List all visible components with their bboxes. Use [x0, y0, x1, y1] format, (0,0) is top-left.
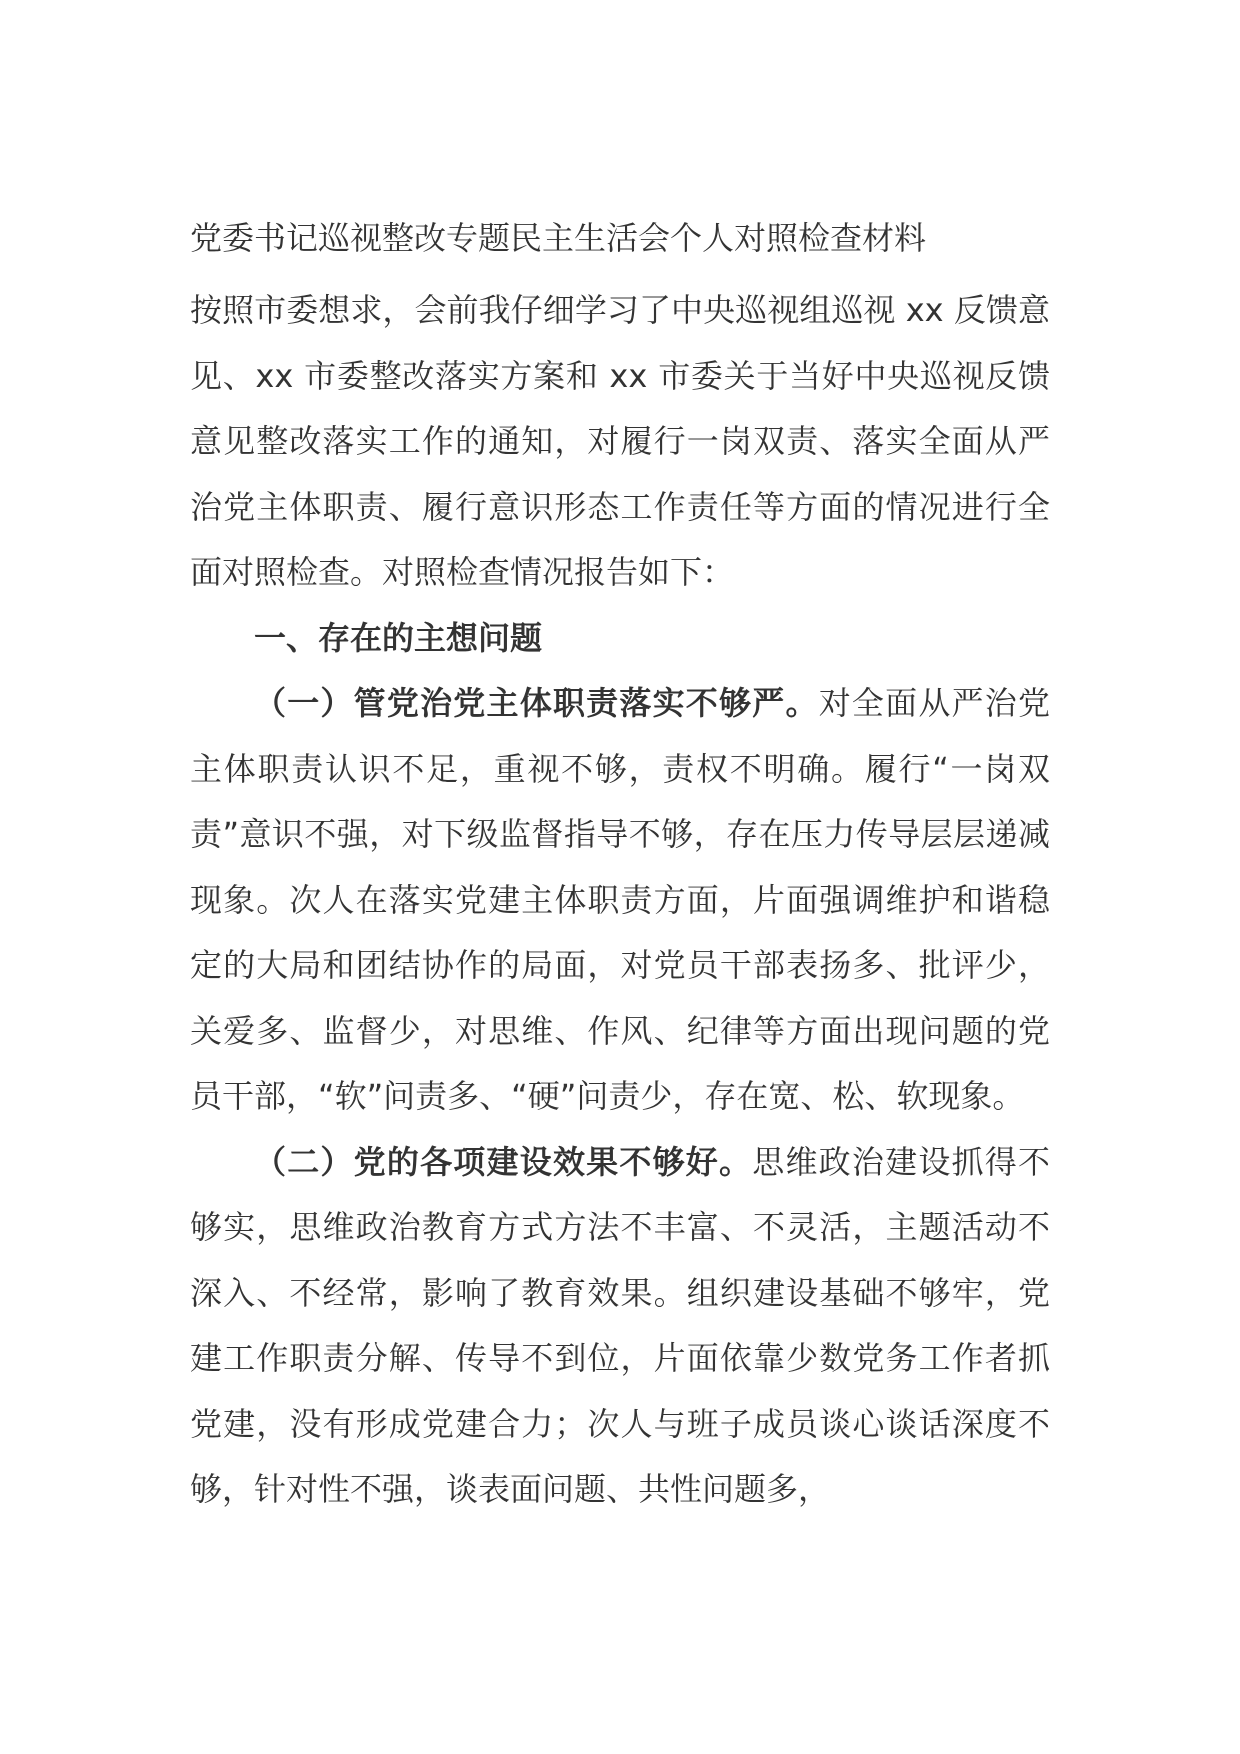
intro-paragraph: 按照市委想求，会前我仔细学习了中央巡视组巡视 xx 反馈意见、xx 市委整改落实方案和 xx 市委关于当好中央巡视反馈意见整改落实工作的通知，对履行一岗双责、落实全面从严治党主体职责、履行意识形态工作责任等方面的情况进行全面对照检查。对照检查情况报告如下：: [190, 291, 1050, 591]
item-heading-1: （一）管党治党主体职责落实不够严。: [254, 684, 819, 722]
document-title: 党委书记巡视整改专题民主生活会个人对照检查材料: [190, 219, 927, 257]
document-body: [190, 206, 1050, 1523]
item-heading-2: （二）党的各项建设效果不够好。: [254, 1142, 753, 1181]
section-heading: 一、存在的主想问题: [254, 618, 543, 657]
item-body-2: 思维政治建设抓得不够实，思维政治教育方式方法不丰富、不灵活，主题活动不深入、不经常，影响了教育效果。组织建设基础不够牢，党建工作职责分解、传导不到位，片面依靠少数党务工作者抓党建，没有形成党建合力；次人与班子成员谈心谈话深度不够，针对性不强，谈表面问题、共性问题多，: [190, 1142, 1050, 1508]
item-body-1: 对全面从严治党主体职责认识不足，重视不够，责权不明确。履行“一岗双责”意识不强，对下级监督指导不够，存在压力传导层层递减现象。次人在落实党建主体职责方面，片面强调维护和谐稳定的大局和团结协作的局面，对党员干部表扬多、批评少，关爱多、监督少，对思维、作风、纪律等方面出现问题的党员干部，“软”问责多、“硬”问责少，存在宽、松、软现象。: [190, 684, 1050, 1115]
item-paragraph-1: [190, 671, 1050, 1130]
item-paragraph-2: [190, 1130, 1050, 1523]
